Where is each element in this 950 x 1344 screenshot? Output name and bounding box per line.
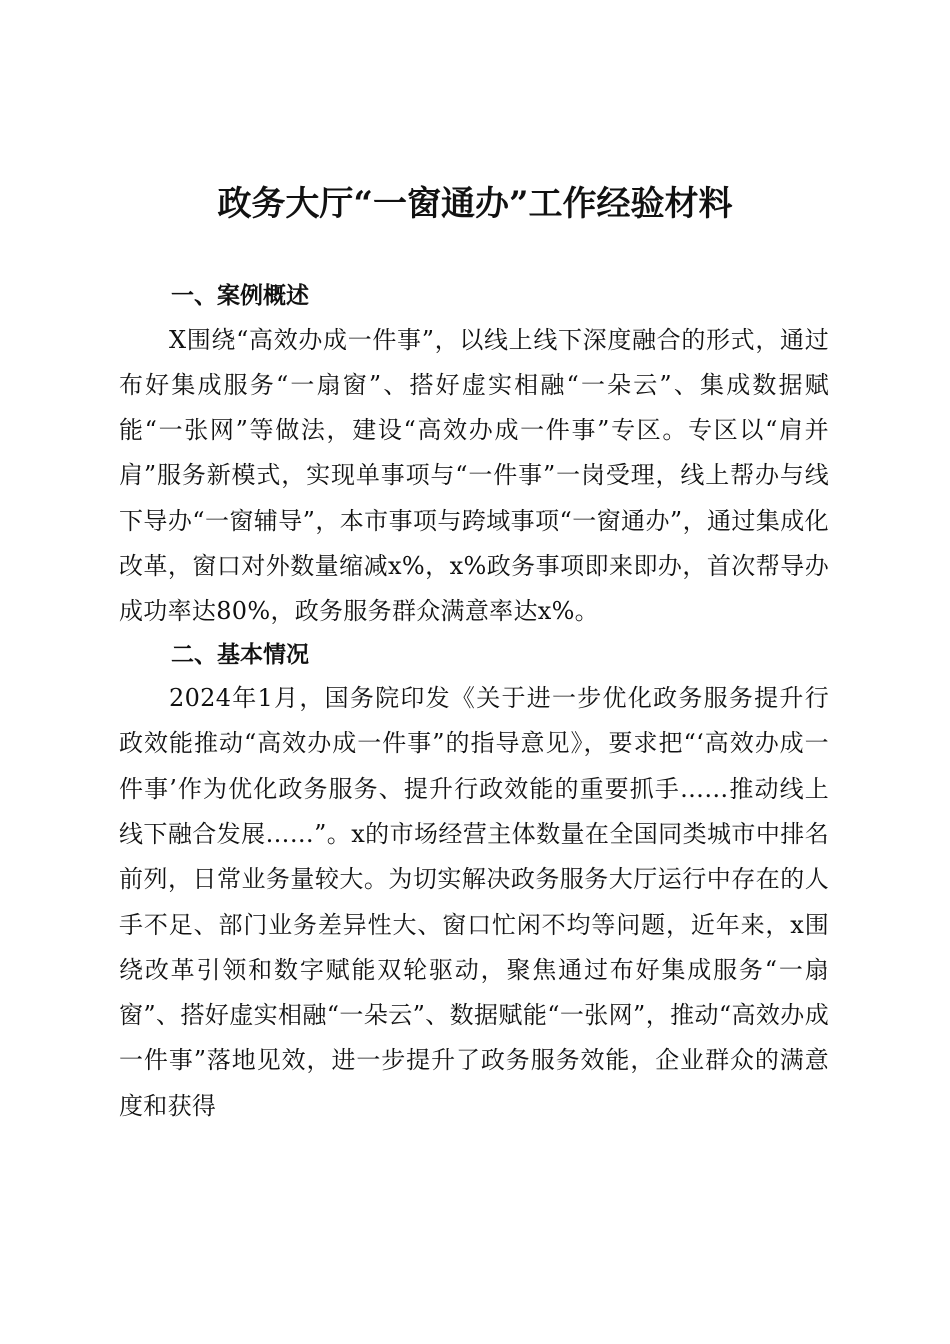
section-paragraph-basic-info: 2024年1月，国务院印发《关于进一步优化政务服务提升行政效能推动“高效办成一件事”的指导意见》，要求把“‘高效办成一件事’作为优化政务服务、提升行政效能的重要抓手……推动线上线下融合发展……”。x的市场经营主体数量在全国同类城市中排名前列，日常业务量较大。为切实解决政务服务大厅运行中存在的人手不足、部门业务差异性大、窗口忙闲不均等问题，近年来，x围绕改革引领和数字赋能双轮驱动，聚焦通过布好集成服务“一扇窗”、搭好虚实相融“一朵云”、数据赋能“一张网”，推动“高效办成一件事”落地见效，进一步提升了政务服务效能，企业群众的满意度和获得 <box>119 684 829 1120</box>
section-paragraph-overview: X围绕“高效办成一件事”，以线上线下深度融合的形式，通过布好集成服务“一扇窗”、搭好虚实相融“一朵云”、集成数据赋能“一张网”等做法，建设“高效办成一件事”专区。专区以“肩并肩”服务新模式，实现单事项与“一件事”一岗受理，线上帮办与线下导办“一窗辅导”，本市事项与跨域事项“一窗通办”，通过集成化改革，窗口对外数量缩减x%，x%政务事项即来即办，首次帮导办成功率达80%，政务服务群众满意率达x%。 <box>119 325 829 626</box>
document-body <box>119 276 829 1129</box>
document-title: 政务大厅“一窗通办”工作经验材料 <box>217 184 733 224</box>
section-heading-basic-info: 二、基本情况 <box>171 641 309 668</box>
section-heading-overview: 一、案例概述 <box>171 283 309 309</box>
